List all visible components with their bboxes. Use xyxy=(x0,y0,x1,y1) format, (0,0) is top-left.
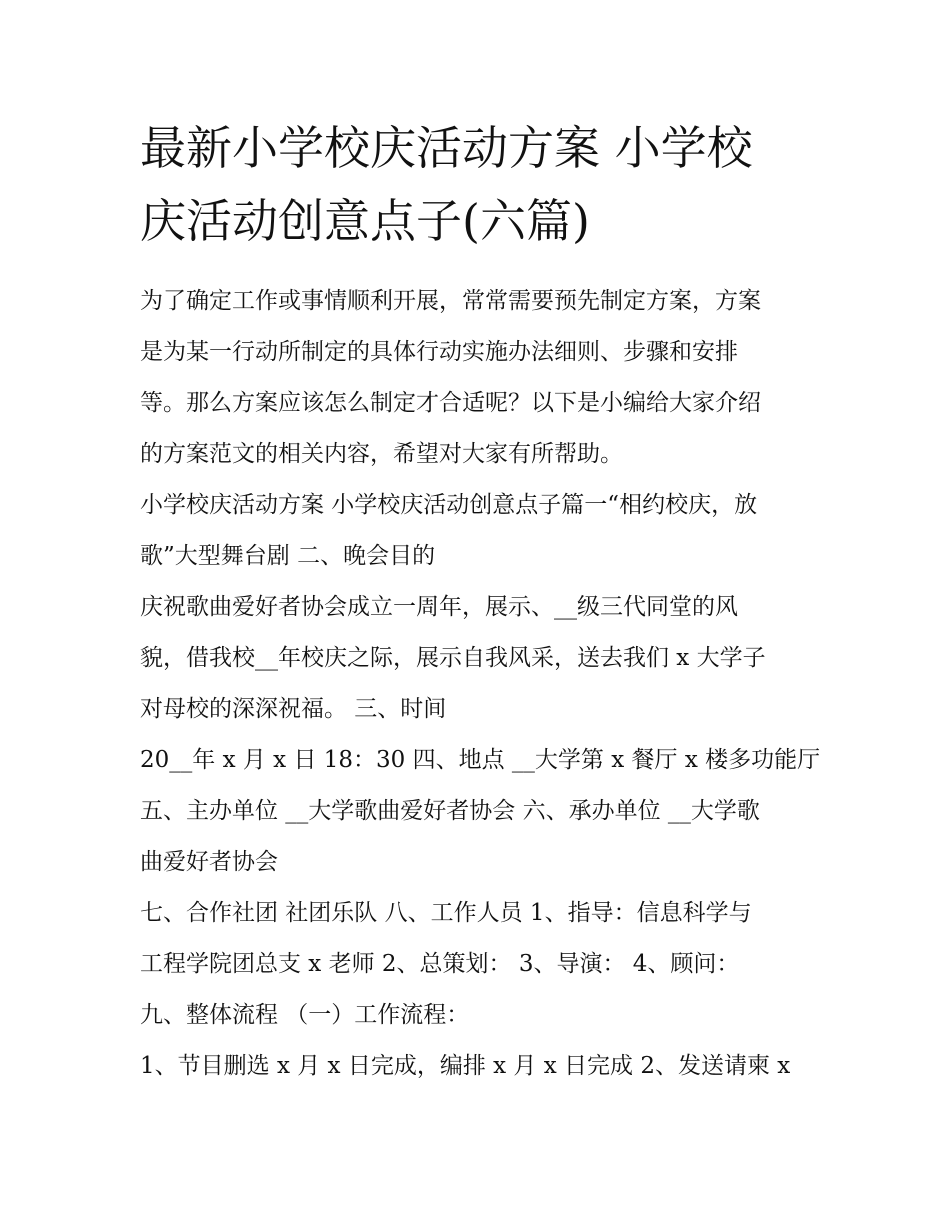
text-line: 工程学院团总支 x 老师 2、总策划： 3、导演： 4、顾问： xyxy=(140,951,740,977)
text-line: 五、主办单位 __大学歌曲爱好者协会 六、承办单位 __大学歌 xyxy=(140,798,760,824)
paragraph-process-steps xyxy=(140,1041,830,1092)
text-line: 对母校的深深祝福。 三、时间 xyxy=(140,696,447,722)
text-line: 20__年 x 月 x 日 18：30 四、地点 __大学第 x 餐厅 x 楼多功能厅 xyxy=(140,747,821,773)
text-line: 为了确定工作或事情顺利开展，常常需要预先制定方案，方案 xyxy=(140,288,761,314)
paragraph-staff xyxy=(140,888,830,990)
document-body xyxy=(140,276,830,1092)
paragraph-purpose xyxy=(140,582,830,735)
paragraph-process-heading xyxy=(140,990,830,1041)
text-line: 等。那么方案应该怎么制定才合适呢？以下是小编给大家介绍 xyxy=(140,390,761,416)
paragraph-section-heading xyxy=(140,480,830,582)
text-line: 的方案范文的相关内容，希望对大家有所帮助。 xyxy=(140,441,623,467)
paragraph-intro xyxy=(140,276,830,480)
text-line: 九、整体流程 （一）工作流程： xyxy=(140,1002,470,1028)
text-line: 庆祝歌曲爱好者协会成立一周年，展示、__级三代同堂的风 xyxy=(140,594,738,620)
text-line: 貌，借我校__年校庆之际，展示自我风采，送去我们 x 大学子 xyxy=(140,645,766,671)
document-title xyxy=(140,112,830,258)
title-line: 最新小学校庆活动方案 小学校 xyxy=(140,121,753,175)
text-line: 小学校庆活动方案 小学校庆活动创意点子篇一“相约校庆，放 xyxy=(140,492,758,518)
text-line: 七、合作社团 社团乐队 八、工作人员 1、指导：信息科学与 xyxy=(140,900,752,926)
text-line: 歌”大型舞台剧 二、晚会目的 xyxy=(140,543,436,569)
text-line: 1、节目删选 x 月 x 日完成，编排 x 月 x 日完成 2、发送请柬 x xyxy=(140,1053,791,1079)
text-line: 曲爱好者协会 xyxy=(140,849,278,875)
paragraph-time-place xyxy=(140,735,830,888)
text-line: 是为某一行动所制定的具体行动实施办法细则、步骤和安排 xyxy=(140,339,738,365)
title-line: 庆活动创意点子(六篇) xyxy=(140,194,590,248)
